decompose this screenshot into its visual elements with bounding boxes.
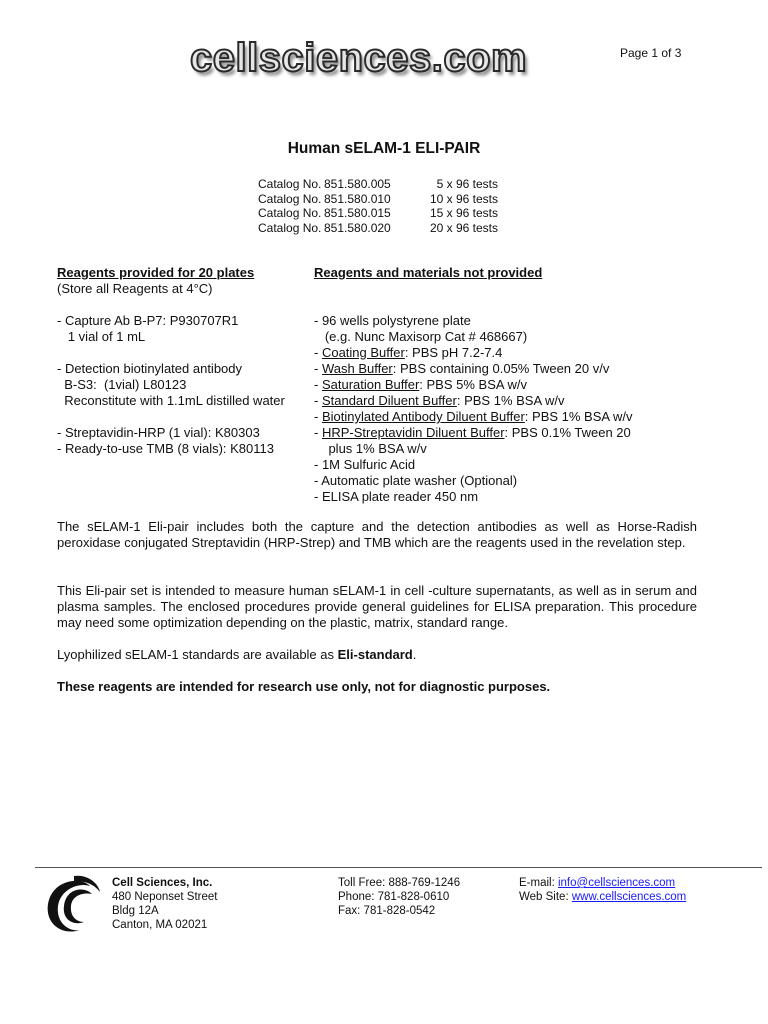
research-use-disclaimer: These reagents are intended for research use only, not for diagnostic purposes.: [57, 679, 551, 694]
buffer-name: HRP-Streptavidin Diluent Buffer: [321, 425, 505, 440]
catalog-number: 851.580.010: [324, 191, 391, 206]
buffer-name: Standard Diluent Buffer: [321, 393, 457, 408]
address-line: 480 Neponset Street: [112, 891, 218, 903]
catalog-label: Catalog No.: [258, 177, 322, 191]
cell-sciences-logo-icon: [40, 874, 104, 938]
page-number: Page 1 of 3: [620, 46, 682, 60]
catalog-row: [258, 221, 498, 236]
toll-free: Toll Free: 888-769-1246: [338, 877, 461, 889]
reagents-provided-section: [57, 265, 307, 457]
buffer-name: Wash Buffer: [321, 361, 393, 376]
website-label: Web Site:: [519, 891, 572, 903]
catalog-tests: 10 x 96 tests: [429, 191, 498, 206]
material-item: - 1M Sulfuric Acid: [314, 457, 416, 472]
footer-divider: [35, 867, 762, 868]
catalog-row: [258, 192, 498, 207]
material-item: - 96 wells polystyrene plate: [314, 313, 471, 328]
standards-paragraph: [57, 647, 697, 663]
reagent-item: Reconstitute with 1.1mL distilled water: [57, 393, 285, 408]
reagents-not-provided-heading: Reagents and materials not provided: [314, 265, 543, 280]
reagent-item: - Detection biotinylated antibody: [57, 361, 243, 376]
document-title: Human sELAM-1 ELI-PAIR: [287, 140, 481, 157]
buffer-item: - Biotinylated Antibody Diluent Buffer: PBS 1% BSA w/v: [314, 409, 633, 424]
catalog-number: 851.580.020: [324, 220, 391, 235]
buffer-desc: : PBS 5% BSA w/v: [419, 377, 527, 392]
company-address-block: [112, 876, 218, 932]
email-line: [519, 876, 686, 890]
catalog-row: [258, 206, 498, 221]
buffer-desc: : PBS containing 0.05% Tween 20 v/v: [392, 361, 610, 376]
company-name: Cell Sciences, Inc.: [112, 877, 213, 889]
standards-text: Lyophilized sELAM-1 standards are available as: [57, 647, 338, 662]
reagents-provided-heading: Reagents provided for 20 plates: [57, 265, 255, 280]
buffer-item: - Coating Buffer: PBS pH 7.2-7.4: [314, 345, 503, 360]
buffer-desc: : PBS 1% BSA w/v: [524, 409, 633, 424]
catalog-row: [258, 177, 498, 192]
phone: Phone: 781-828-0610: [338, 891, 450, 903]
fax: Fax: 781-828-0542: [338, 905, 436, 917]
standards-text-end: .: [412, 647, 417, 662]
buffer-desc: : PBS pH 7.2-7.4: [404, 345, 503, 360]
catalog-tests: 20 x 96 tests: [429, 220, 498, 235]
buffer-name: Saturation Buffer: [321, 377, 420, 392]
reagents-not-provided-section: [314, 265, 744, 505]
address-line: Bldg 12A: [112, 905, 159, 917]
buffer-item: - Saturation Buffer: PBS 5% BSA w/v: [314, 377, 527, 392]
reagent-item: - Capture Ab B-P7: P930707R1: [57, 313, 239, 328]
buffer-name: Coating Buffer: [321, 345, 405, 360]
buffer-desc: : PBS 1% BSA w/v: [456, 393, 565, 408]
buffer-item: - HRP-Streptavidin Diluent Buffer: PBS 0.1% Tween 20: [314, 425, 631, 440]
catalog-number: 851.580.015: [324, 206, 391, 220]
catalog-number: 851.580.005: [324, 177, 391, 191]
reagent-item: B-S3: (1vial) L80123: [57, 377, 187, 392]
email-label: E-mail:: [519, 877, 558, 889]
eli-standard-label: Eli-standard: [337, 647, 413, 662]
buffer-name: Biotinylated Antibody Diluent Buffer: [321, 409, 525, 424]
material-item: (e.g. Nunc Maxisorp Cat # 468667): [314, 329, 528, 344]
address-line: Canton, MA 02021: [112, 919, 208, 931]
buffer-item: - Standard Diluent Buffer: PBS 1% BSA w/v: [314, 393, 565, 408]
material-item: - Automatic plate washer (Optional): [314, 473, 518, 488]
reagent-item: - Ready-to-use TMB (8 vials): K80113: [57, 441, 274, 456]
catalog-tests: 5 x 96 tests: [436, 177, 498, 191]
catalog-label: Catalog No.: [258, 206, 322, 220]
buffer-item-continued: plus 1% BSA w/v: [314, 441, 427, 456]
phone-block: [338, 876, 460, 918]
buffer-desc: : PBS 0.1% Tween 20: [504, 425, 631, 440]
company-logo: cellsciences.com: [190, 36, 528, 80]
contact-block: [519, 876, 686, 904]
catalog-label: Catalog No.: [258, 191, 322, 206]
description-paragraph: The sELAM-1 Eli-pair includes both the capture and the detection antibodies as well as Horse-Radish peroxidase conjugated Streptavidin (HRP-Strep) and TMB which are the reagents used in the revelation step.: [57, 519, 697, 550]
buffer-item: - Wash Buffer: PBS containing 0.05% Tween 20 v/v: [314, 361, 610, 376]
material-item: - ELISA plate reader 450 nm: [314, 489, 479, 504]
reagent-item: - Streptavidin-HRP (1 vial): K80303: [57, 425, 260, 440]
website-link[interactable]: www.cellsciences.com: [571, 891, 687, 903]
email-link[interactable]: info@cellsciences.com: [557, 877, 676, 889]
catalog-tests: 15 x 96 tests: [429, 206, 498, 220]
storage-note: (Store all Reagents at 4°C): [57, 281, 213, 296]
catalog-label: Catalog No.: [258, 220, 322, 235]
reagent-item: 1 vial of 1 mL: [57, 329, 146, 344]
catalog-list: [258, 177, 498, 235]
website-line: [519, 890, 686, 904]
intended-use-paragraph: This Eli-pair set is intended to measure human sELAM-1 in cell -culture supernatants, as well as in serum and plasma samples. The enclosed procedures provide general guidelines for ELISA preparation. This procedure may need some optimization depending on the plastic, matrix, standard range.: [57, 583, 697, 630]
